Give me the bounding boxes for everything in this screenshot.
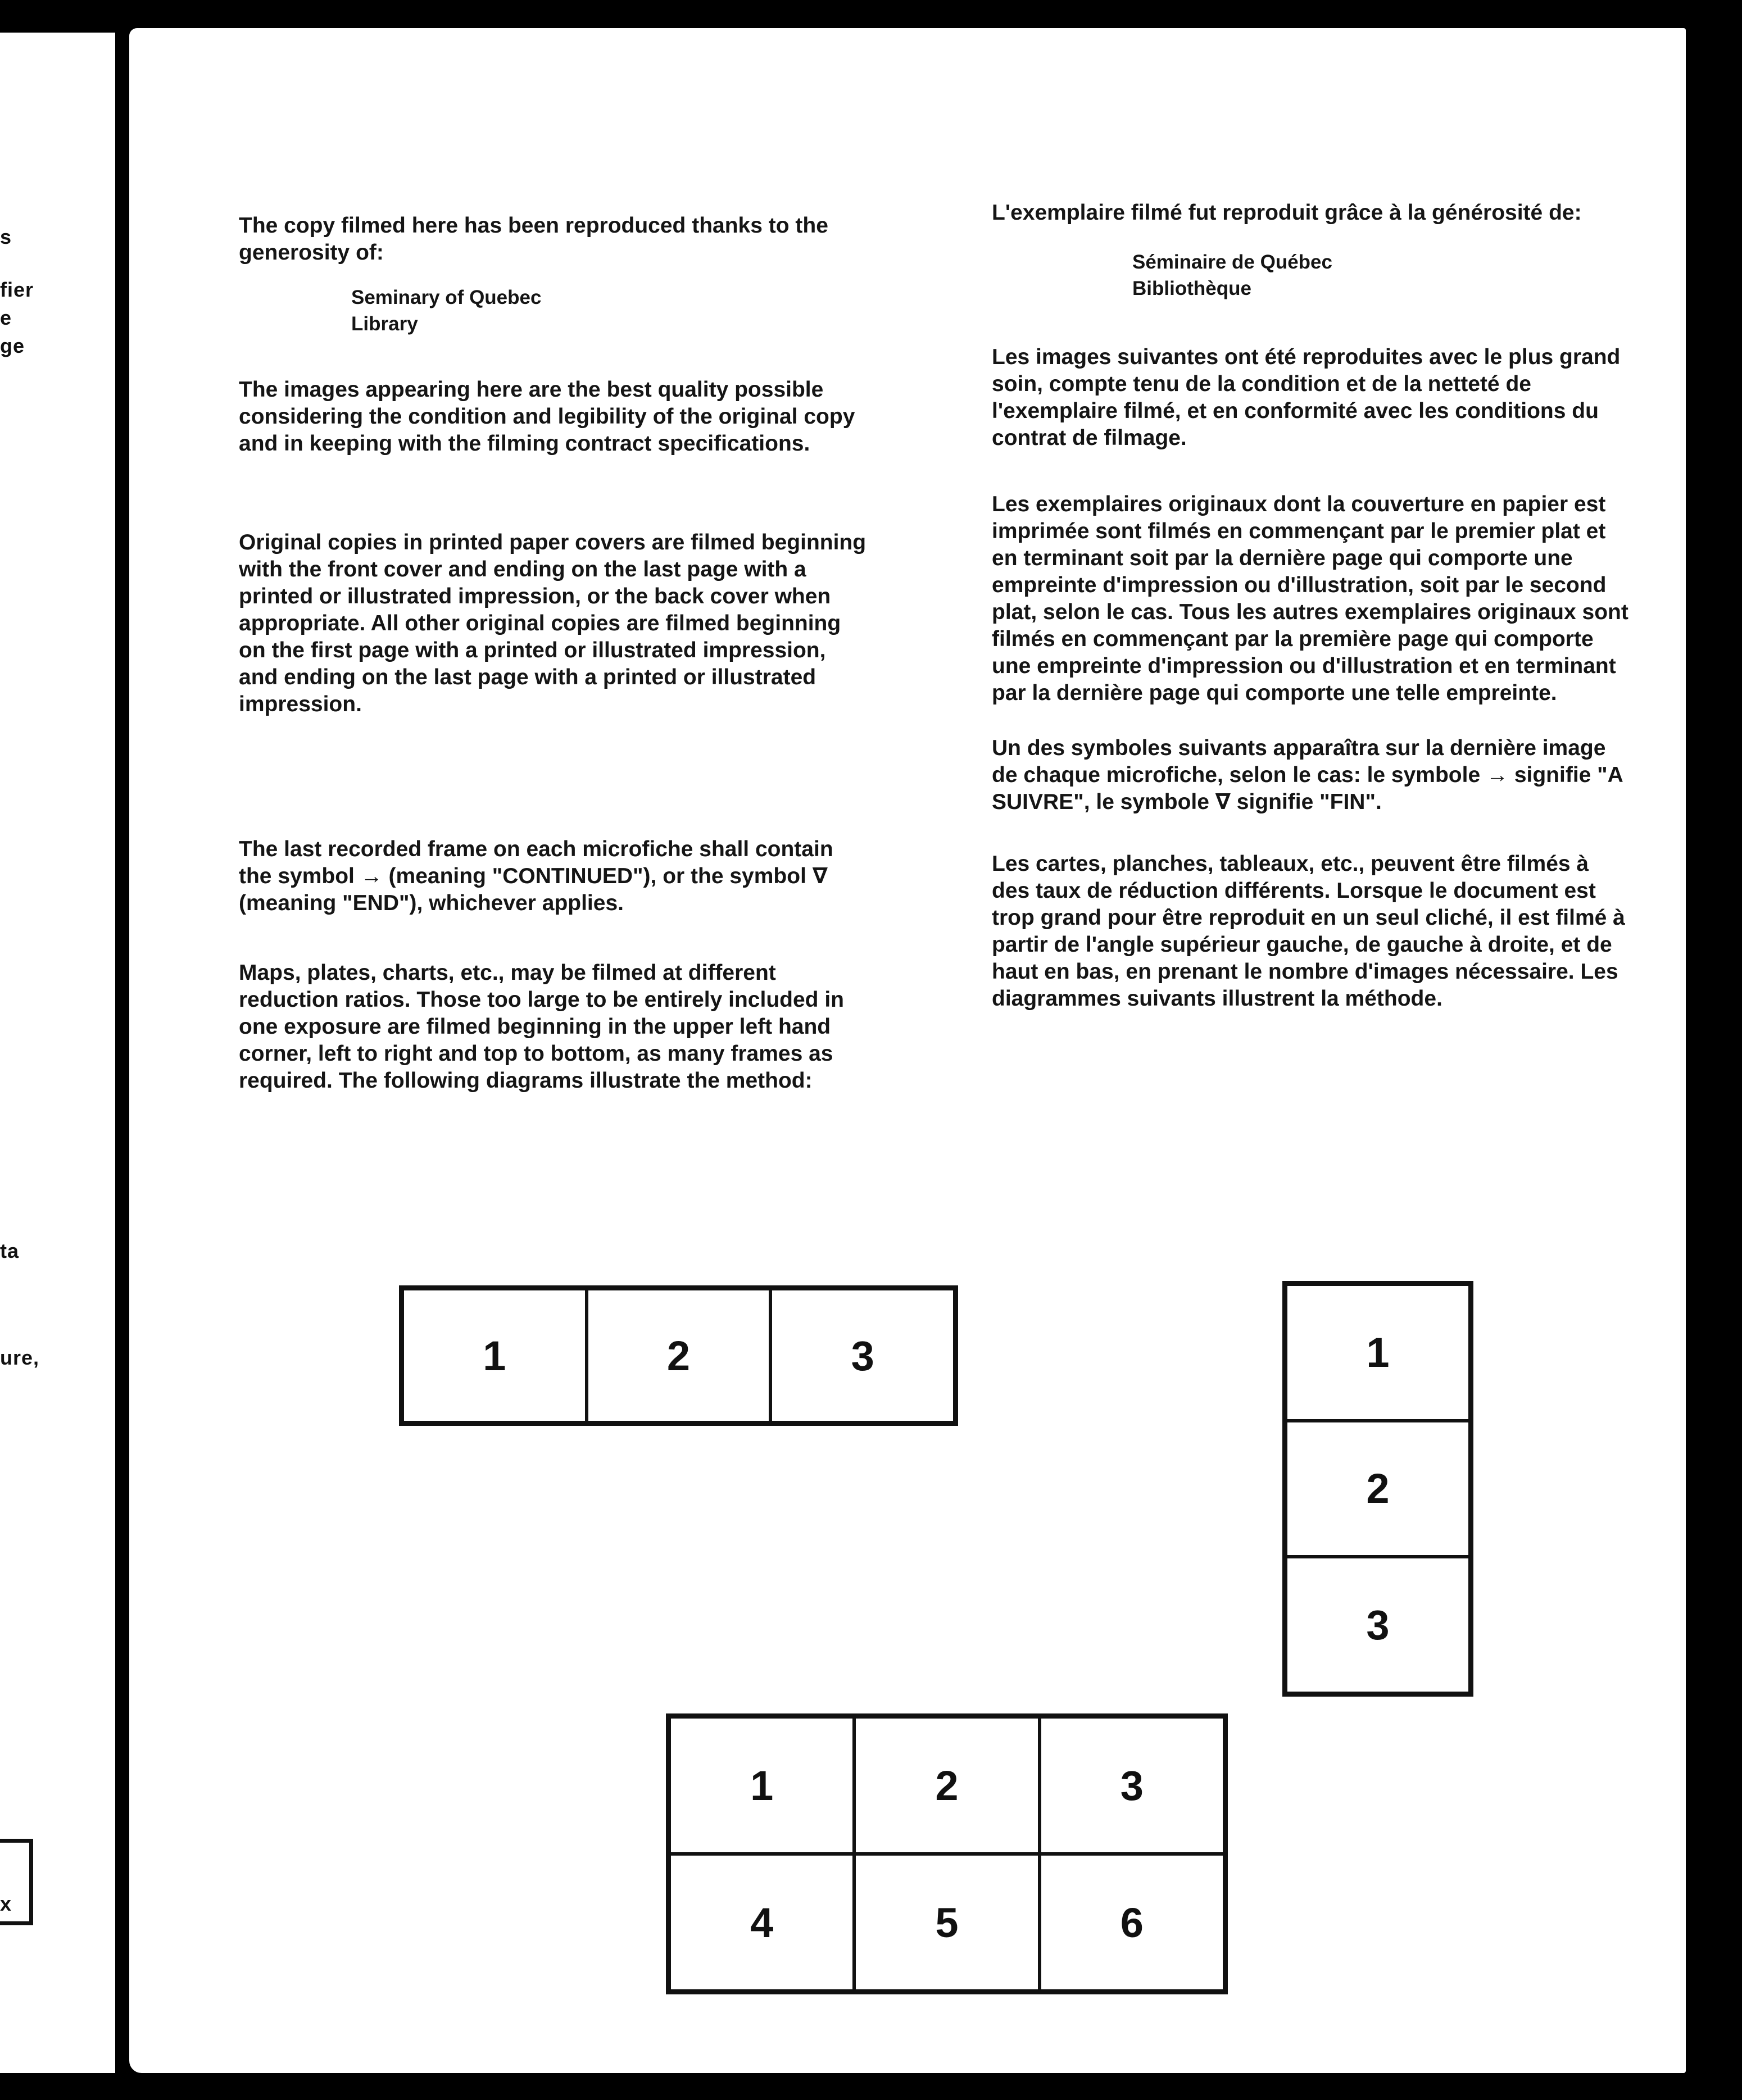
diagram-grid-frames [666,1713,1228,1994]
library-name: Seminary of Quebec [351,287,542,308]
diagram-vertical-frames [1282,1281,1473,1697]
english-maps-notice: Maps, plates, charts, etc., may be filmed at different reduction ratios. Those too large to be entirely included in one exposure are filmed beginning in the upper left hand corner, left to right and top to bottom, as many frames as required. The following diagrams illustrate the method: [239,961,844,1093]
top-border [0,0,1742,28]
fragment-text: ta [0,1239,20,1262]
frame-cell: 4 [669,1854,854,1991]
fragment-text: s [0,225,12,248]
frame-cell: 2 [1286,1421,1470,1557]
french-symbols-notice: Un des symboles suivants apparaîtra sur la dernière image de chaque microfiche, selon le cas: le symbole → signifie "A SUIVRE", le symbole ∇ signifie "FIN". [992,736,1623,814]
fragment-text: x [0,1892,12,1915]
frame-cell: 2 [587,1289,771,1422]
document-page [129,28,1686,2073]
english-intro: The copy filmed here has been reproduced thanks to the generosity of: [239,213,828,265]
adjacent-page-fragment [0,33,115,2078]
french-intro: L'exemplaire filmé fut reproduit grâce à la générosité de: [992,201,1582,225]
french-maps-notice: Les cartes, planches, tableaux, etc., peuvent être filmés à des taux de réduction différents. Lorsque le document est trop grand pour être reproduit en un seul cliché, il est filmé à partir de l'angle supérieur gauche, de gauche à droite, et de haut en bas, en prenant le nombre d'images nécessaire. Les diagrammes suivants illustrent la méthode. [992,852,1625,1011]
diagram-horizontal-frames [399,1285,958,1426]
english-quality-notice: The images appearing here are the best quality possible considering the condition and legibility of the original copy and in keeping with the filming contract specifications. [239,378,855,456]
english-symbols-notice: The last recorded frame on each microfiche shall contain the symbol → (meaning "CONTINUED"), or the symbol ∇ (meaning "END"), whichever applies. [239,837,833,915]
library-name: Bibliothèque [1132,278,1251,299]
library-name: Séminaire de Québec [1132,251,1332,273]
frame-cell: 2 [854,1717,1039,1854]
frame-cell: 1 [402,1289,587,1422]
french-originals-notice: Les exemplaires originaux dont la couverture en papier est imprimée sont filmés en commençant par le premier plat et en terminant soit par la dernière page qui comporte une empreinte d'impression ou d'illustration, soit par le second plat, selon le cas. Tous les autres exemplaires originaux sont filmés en commençant par la première page qui comporte une empreinte d'impression ou d'illustration et en terminant par la dernière page qui comporte une telle empreinte. [992,492,1628,705]
french-column [992,199,1632,1012]
library-name: Library [351,313,418,335]
english-originals-notice: Original copies in printed paper covers are filmed beginning with the front cover and ending on the last page with a printed or illustrated impression, or the back cover when appropriate. All other original copies are filmed beginning on the first page with a printed or illustrated impression, and ending on the last page with a printed or illustrated impression. [239,530,867,716]
frame-cell: 6 [1040,1854,1224,1991]
frame-cell: 1 [669,1717,854,1854]
frame-cell: 3 [1040,1717,1224,1854]
french-quality-notice: Les images suivantes ont été reproduites avec le plus grand soin, compte tenu de la condition et de la netteté de l'exemplaire filmé, et en conformité avec les conditions du contrat de filmage. [992,345,1621,450]
fragment-text: ge [0,334,25,357]
frame-cell: 5 [854,1854,1039,1991]
fragment-text: e [0,306,12,329]
frame-cell: 3 [770,1289,955,1422]
fragment-text: fier [0,278,34,301]
frame-cell: 1 [1286,1284,1470,1421]
french-library [1132,249,1632,302]
english-column [239,212,868,1094]
frame-cell: 3 [1286,1557,1470,1693]
english-library [351,284,868,337]
fragment-text: ure, [0,1346,40,1369]
bottom-border [0,2073,1742,2100]
